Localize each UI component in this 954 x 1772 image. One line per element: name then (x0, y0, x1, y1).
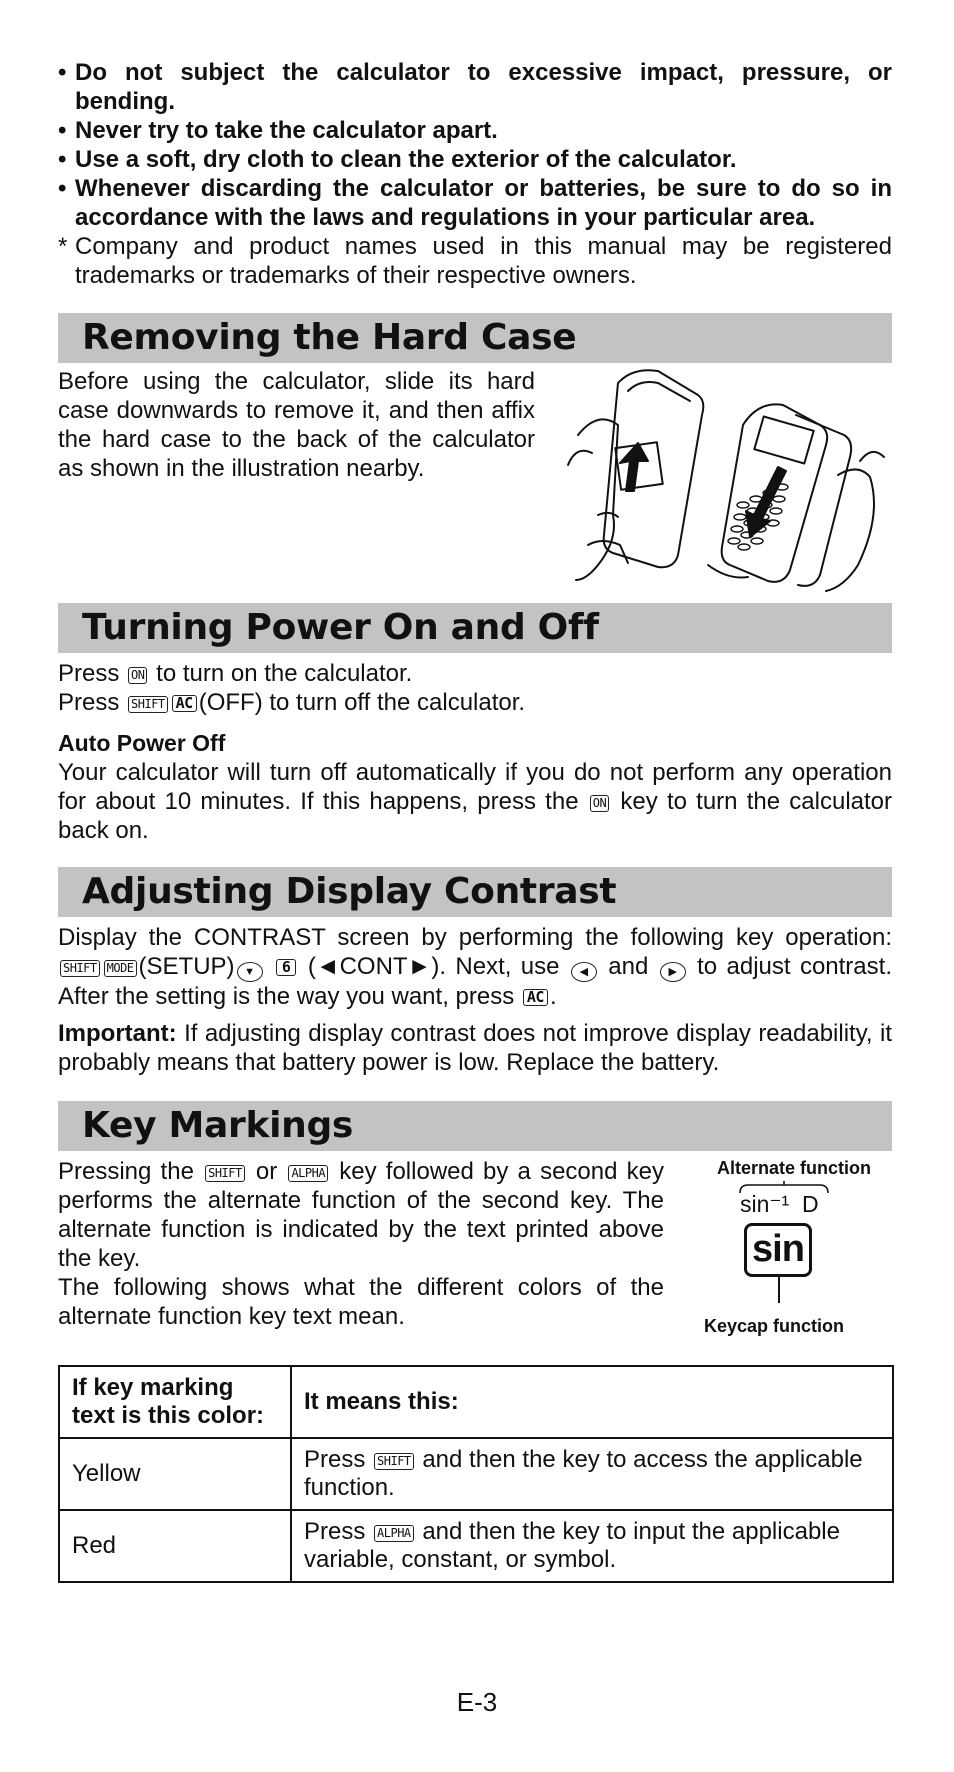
text-fragment: Press (304, 1446, 366, 1473)
alpha-key-icon: ALPHA (288, 1165, 328, 1182)
table-cell-color: Red (59, 1510, 291, 1582)
table-header-cell: If key marking text is this color: (59, 1366, 291, 1438)
key-marking-diagram (704, 1157, 894, 1351)
shift-key-icon: SHIFT (374, 1453, 414, 1470)
hard-case-text: Before using the calculator, slide its hard case downwards to remove it, and then affix the hard case to the back of the calculator as shown in the illustration nearby. (58, 368, 535, 482)
key-markings-text (58, 1157, 664, 1331)
text-fragment: and then the key to access the applicable function. (304, 1446, 863, 1501)
auto-power-off-text (58, 758, 892, 845)
key-markings-para2: The following shows what the different colors of the alternate function key text mean. (58, 1274, 664, 1330)
text-fragment: to turn on the calculator. (156, 660, 413, 687)
alternate-function-label: Alternate function (716, 1158, 871, 1178)
ac-key-icon: AC (172, 695, 197, 712)
text-fragment: Display the CONTRAST screen by performing the following key operation: (58, 924, 892, 951)
right-arrow-key-icon: ▶ (660, 962, 686, 982)
on-key-icon: ON (128, 667, 147, 684)
text-fragment: to adjust contrast. After the setting is the way you want, press (58, 953, 892, 1010)
sin-keycap-icon: sin (744, 1223, 812, 1277)
shift-key-icon: SHIFT (60, 960, 100, 977)
text-fragment: Press (58, 689, 120, 716)
shift-key-icon: SHIFT (128, 696, 168, 713)
important-label: Important: (58, 1020, 177, 1047)
table-header-row (59, 1366, 893, 1438)
text-fragment: Press (58, 660, 120, 687)
table-cell-color: Yellow (59, 1438, 291, 1510)
table-row (59, 1438, 893, 1510)
table-cell-meaning (291, 1510, 893, 1582)
on-key-icon: ON (590, 795, 609, 812)
bullet-item: • Use a soft, dry cloth to clean the exterior of the calculator. (58, 145, 892, 174)
section-heading-power: Turning Power On and Off (58, 603, 892, 653)
text-fragment: key to turn the calculator back on. (58, 788, 892, 844)
trademark-note: * Company and product names used in this manual may be registered trademarks or trademarks of their respective owners. (58, 232, 892, 290)
alternate-function-text: sin⁻¹ D (740, 1191, 819, 1217)
mode-key-icon: MODE (104, 960, 137, 977)
text-fragment: Your calculator will turn off automatically if you do not perform any operation for about 10 minutes. If this happens, press the (58, 759, 892, 815)
ac-key-icon: AC (523, 989, 548, 1006)
power-section (58, 659, 892, 845)
page-number: E-3 (456, 1687, 498, 1717)
hard-case-illustration (558, 365, 898, 595)
hard-case-section (58, 367, 892, 603)
power-off-line (58, 688, 892, 717)
table-header-cell: It means this: (291, 1366, 893, 1438)
table-row (59, 1510, 893, 1582)
bullet-item: • Do not subject the calculator to excessive impact, pressure, or bending. (58, 58, 892, 116)
bullet-item: • Never try to take the calculator apart. (58, 116, 892, 145)
text-fragment: (◄CONT►). Next, use (307, 953, 560, 980)
left-arrow-key-icon: ◀ (571, 962, 597, 982)
keycap-function-label: Keycap function (704, 1316, 845, 1336)
key-color-table (58, 1365, 894, 1583)
shift-key-icon: SHIFT (205, 1165, 245, 1182)
text-fragment: and then the key to input the applicable variable, constant, or symbol. (304, 1518, 840, 1573)
text-fragment: key followed by a second key performs the alternate function of the second key. The alternate function is indicated by the text printed above the key. (58, 1158, 665, 1272)
table-cell-meaning (291, 1438, 893, 1510)
six-key-icon: 6 (276, 959, 297, 976)
contrast-important-note (58, 1019, 892, 1077)
bullet-item: • Whenever discarding the calculator or batteries, be sure to do so in accordance with the laws and regulations in your particular area. (58, 174, 892, 232)
text-fragment: Press (304, 1518, 366, 1545)
auto-power-off-heading: Auto Power Off (58, 730, 226, 756)
precautions-list (58, 58, 892, 290)
key-markings-para1 (58, 1157, 664, 1273)
section-heading-contrast: Adjusting Display Contrast (58, 867, 892, 917)
contrast-section (58, 923, 892, 1077)
text-fragment: (OFF) to turn off the calculator. (198, 689, 526, 716)
alpha-key-icon: ALPHA (374, 1525, 414, 1542)
manual-page (58, 58, 892, 1583)
down-arrow-key-icon: ▼ (237, 962, 263, 982)
section-heading-hard-case: Removing the Hard Case (58, 313, 892, 363)
pointer-line (778, 1277, 780, 1303)
text-fragment: and (608, 953, 649, 980)
text-fragment: or (255, 1158, 278, 1185)
text-fragment: . (549, 983, 557, 1010)
text-fragment: Pressing the (58, 1158, 194, 1185)
text-fragment: If adjusting display contrast does not improve display readability, it probably means that battery power is low. Replace the battery. (58, 1020, 893, 1076)
text-fragment: (SETUP) (138, 953, 235, 980)
power-on-line (58, 659, 892, 688)
section-heading-key-markings: Key Markings (58, 1101, 892, 1151)
key-markings-section (58, 1157, 892, 1351)
contrast-instructions (58, 923, 892, 1011)
